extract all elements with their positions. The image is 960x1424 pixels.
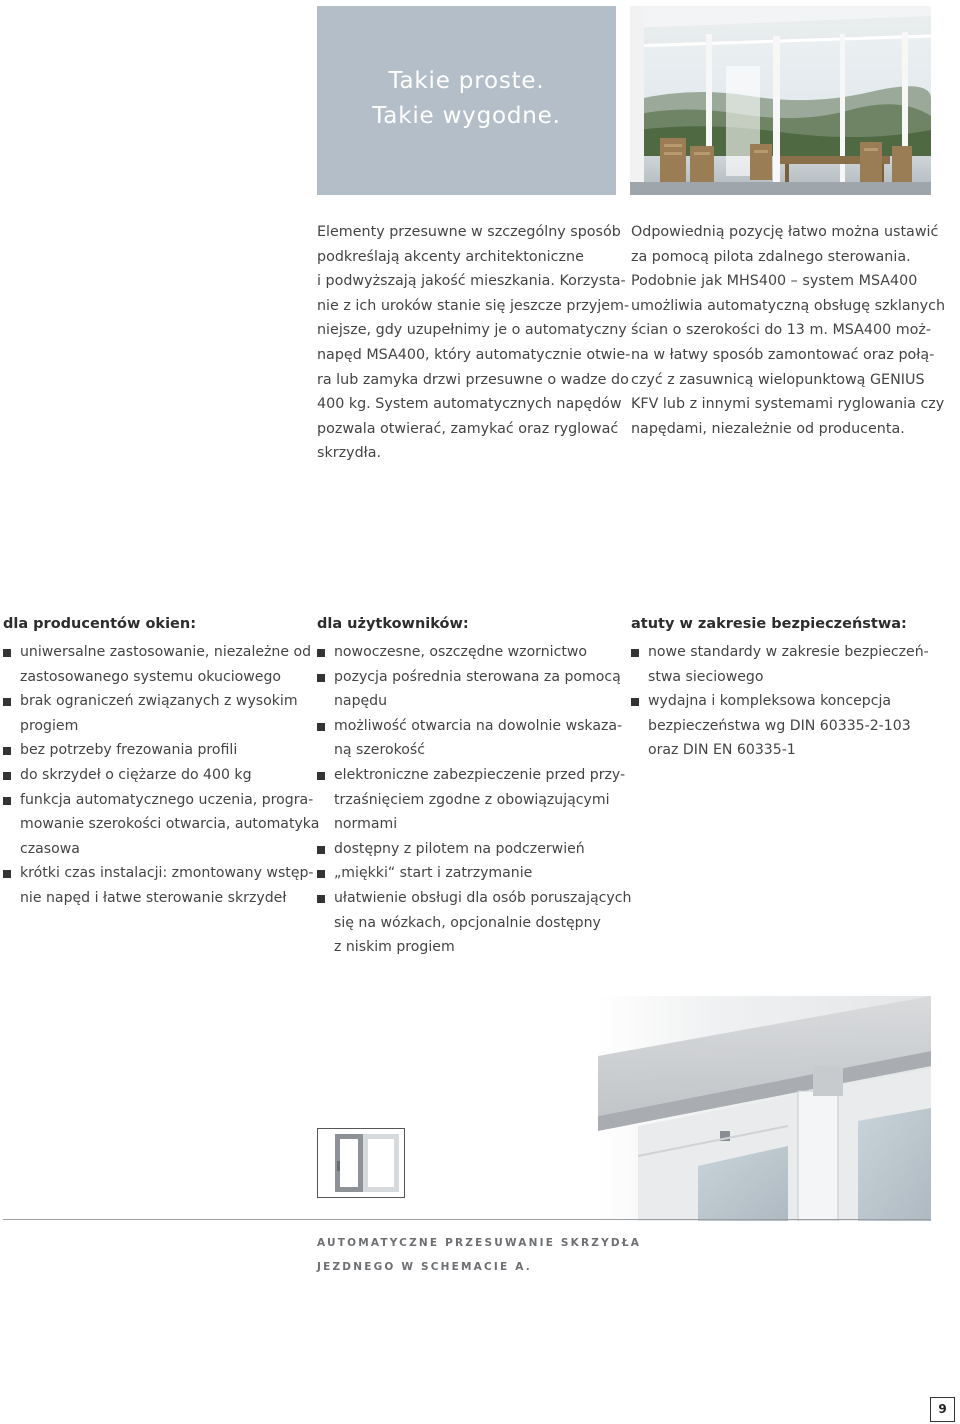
security-list: [631, 640, 936, 763]
text-line: napęd MSA400, który automatycznie otwie-: [317, 346, 631, 363]
text-line: ścian o szerokości do 13 m. MSA400 moż-: [631, 322, 932, 339]
divider-rule: [3, 1219, 931, 1220]
text-line: na w łatwy sposób zamontować oraz połą-: [631, 346, 935, 363]
text-line: niejsze, gdy uzupełnimy je o automatyczny: [317, 322, 627, 339]
bullet-square-icon: [317, 895, 325, 903]
list-item-text: nowe standardy w zakresie bezpieczeń-: [648, 644, 929, 660]
bullet-square-icon: [3, 772, 11, 780]
list-item-text: wydajna i kompleksowa koncepcja: [648, 693, 892, 710]
text-line: podkreślają akcenty architektoniczne: [317, 248, 584, 265]
list-item-text: czasowa: [20, 840, 80, 857]
text-line: umożliwia automatyczną obsługę szklanych: [631, 297, 946, 314]
list-item-text: ną szerokość: [334, 742, 425, 759]
headline-line-2: Takie wygodne.: [372, 103, 561, 129]
list-item: [3, 689, 308, 738]
list-item: [3, 861, 314, 910]
list-item: [317, 665, 622, 714]
list-item: [317, 714, 622, 763]
list-item-text: „miękki“ start i zatrzymanie: [334, 865, 533, 882]
list-item-text: uniwersalne zastosowanie, niezależne od: [20, 644, 312, 660]
bullet-square-icon: [317, 870, 325, 878]
text-line: 400 kg. System automatycznych napędów: [317, 396, 622, 413]
caption-line-1: AUTOMATYCZNE PRZESUWANIE SKRZYDŁA: [317, 1237, 642, 1249]
list-item-text: brak ograniczeń związanych z wysokim: [20, 693, 298, 710]
list-item-text: zastosowanego systemu okuciowego: [20, 668, 282, 685]
list-item: [3, 763, 308, 788]
list-item-text: ułatwienie obsługi dla osób poruszających: [334, 889, 632, 906]
bullet-square-icon: [631, 649, 639, 657]
text-line: skrzydła.: [317, 445, 382, 462]
list-item-text: stwa sieciowego: [648, 668, 764, 685]
terrace-photo: [630, 6, 931, 195]
security-heading: atuty w zakresie bezpieczeństwa:: [631, 616, 907, 632]
bullet-square-icon: [317, 772, 325, 780]
page-number: 9: [930, 1397, 955, 1422]
text-line: nie z ich uroków stanie się jeszcze przyjem-: [317, 297, 630, 314]
headline-line-1: Takie proste.: [388, 68, 545, 94]
intro-paragraph-right: [631, 220, 946, 441]
list-item-text: się na wózkach, opcjonalnie dostępny: [334, 914, 601, 931]
users-heading: dla użytkowników:: [317, 616, 469, 632]
list-item: [3, 640, 312, 689]
text-line: pozwala otwierać, zamykać oraz ryglować: [317, 420, 619, 437]
text-line: Elementy przesuwne w szczególny sposób: [317, 224, 621, 240]
bullet-square-icon: [317, 649, 325, 657]
producers-list: [3, 640, 320, 911]
bullet-square-icon: [3, 797, 11, 805]
list-item-text: możliwość otwarcia na dowolnie wskaza-: [334, 717, 623, 734]
text-line: ra lub zamyka drzwi przesuwne o wadze do: [317, 371, 629, 388]
list-item-text: napędu: [334, 693, 388, 710]
list-item-text: z niskim progiem: [334, 939, 455, 956]
caption-line-2: JEZDNEGO W SCHEMACIE A.: [317, 1261, 532, 1273]
list-item-text: oraz DIN EN 60335-1: [648, 742, 796, 759]
list-item-text: dostępny z pilotem na podczerwień: [334, 840, 585, 857]
intro-paragraph-left: [317, 220, 631, 466]
text-line: czyć z zasuwnicą wielopunktową GENIUS: [631, 371, 925, 388]
list-item: [3, 738, 308, 763]
list-item-text: bezpieczeństwa wg DIN 60335-2-103: [648, 717, 911, 734]
bullet-square-icon: [3, 870, 11, 878]
list-item: [317, 837, 622, 862]
list-item-text: nie napęd i łatwe sterowanie skrzydeł: [20, 889, 287, 906]
text-line: napędami, niezależnie od producenta.: [631, 420, 905, 437]
list-item: [317, 886, 632, 960]
list-item-text: normami: [334, 816, 398, 833]
bullet-square-icon: [3, 698, 11, 706]
text-line: Podobnie jak MHS400 – system MSA400: [631, 273, 918, 290]
list-item-text: bez potrzeby frezowania profili: [20, 742, 238, 759]
headline-panel: [317, 6, 616, 195]
list-item: [3, 788, 320, 862]
bullet-square-icon: [631, 698, 639, 706]
bullet-square-icon: [317, 723, 325, 731]
bullet-square-icon: [317, 846, 325, 854]
text-line: i podwyższają jakość mieszkania. Korzysta-: [317, 273, 626, 290]
list-item-text: trzaśnięciem zgodne z obowiązującymi: [334, 791, 610, 808]
list-item-text: krótki czas instalacji: zmontowany wstęp-: [20, 865, 314, 882]
list-item-text: funkcja automatycznego uczenia, progra-: [20, 791, 314, 808]
list-item-text: progiem: [20, 717, 79, 734]
bullet-square-icon: [3, 649, 11, 657]
bullet-square-icon: [317, 674, 325, 682]
list-item-text: mowanie szerokości otwarcia, automatyka: [20, 816, 320, 833]
bullet-square-icon: [3, 747, 11, 755]
list-item: [317, 861, 622, 886]
list-item-text: nowoczesne, oszczędne wzornictwo: [334, 644, 588, 660]
sliding-scheme-diagram: [317, 1128, 405, 1198]
list-item-text: pozycja pośrednia sterowana za pomocą: [334, 668, 621, 685]
list-item-text: do skrzydeł o ciężarze do 400 kg: [20, 766, 252, 783]
users-list: [317, 640, 632, 960]
text-line: Odpowiednią pozycję łatwo można ustawić: [631, 224, 939, 240]
list-item: [317, 640, 622, 665]
list-item: [631, 689, 936, 763]
text-line: za pomocą pilota zdalnego sterowania.: [631, 248, 911, 265]
text-line: KFV lub z innymi systemami ryglowania czy: [631, 396, 945, 413]
producers-heading: dla producentów okien:: [3, 616, 196, 632]
sliding-door-drive-photo: [598, 996, 931, 1221]
list-item: [631, 640, 936, 689]
list-item: [317, 763, 626, 837]
list-item-text: elektroniczne zabezpieczenie przed przy-: [334, 766, 626, 783]
